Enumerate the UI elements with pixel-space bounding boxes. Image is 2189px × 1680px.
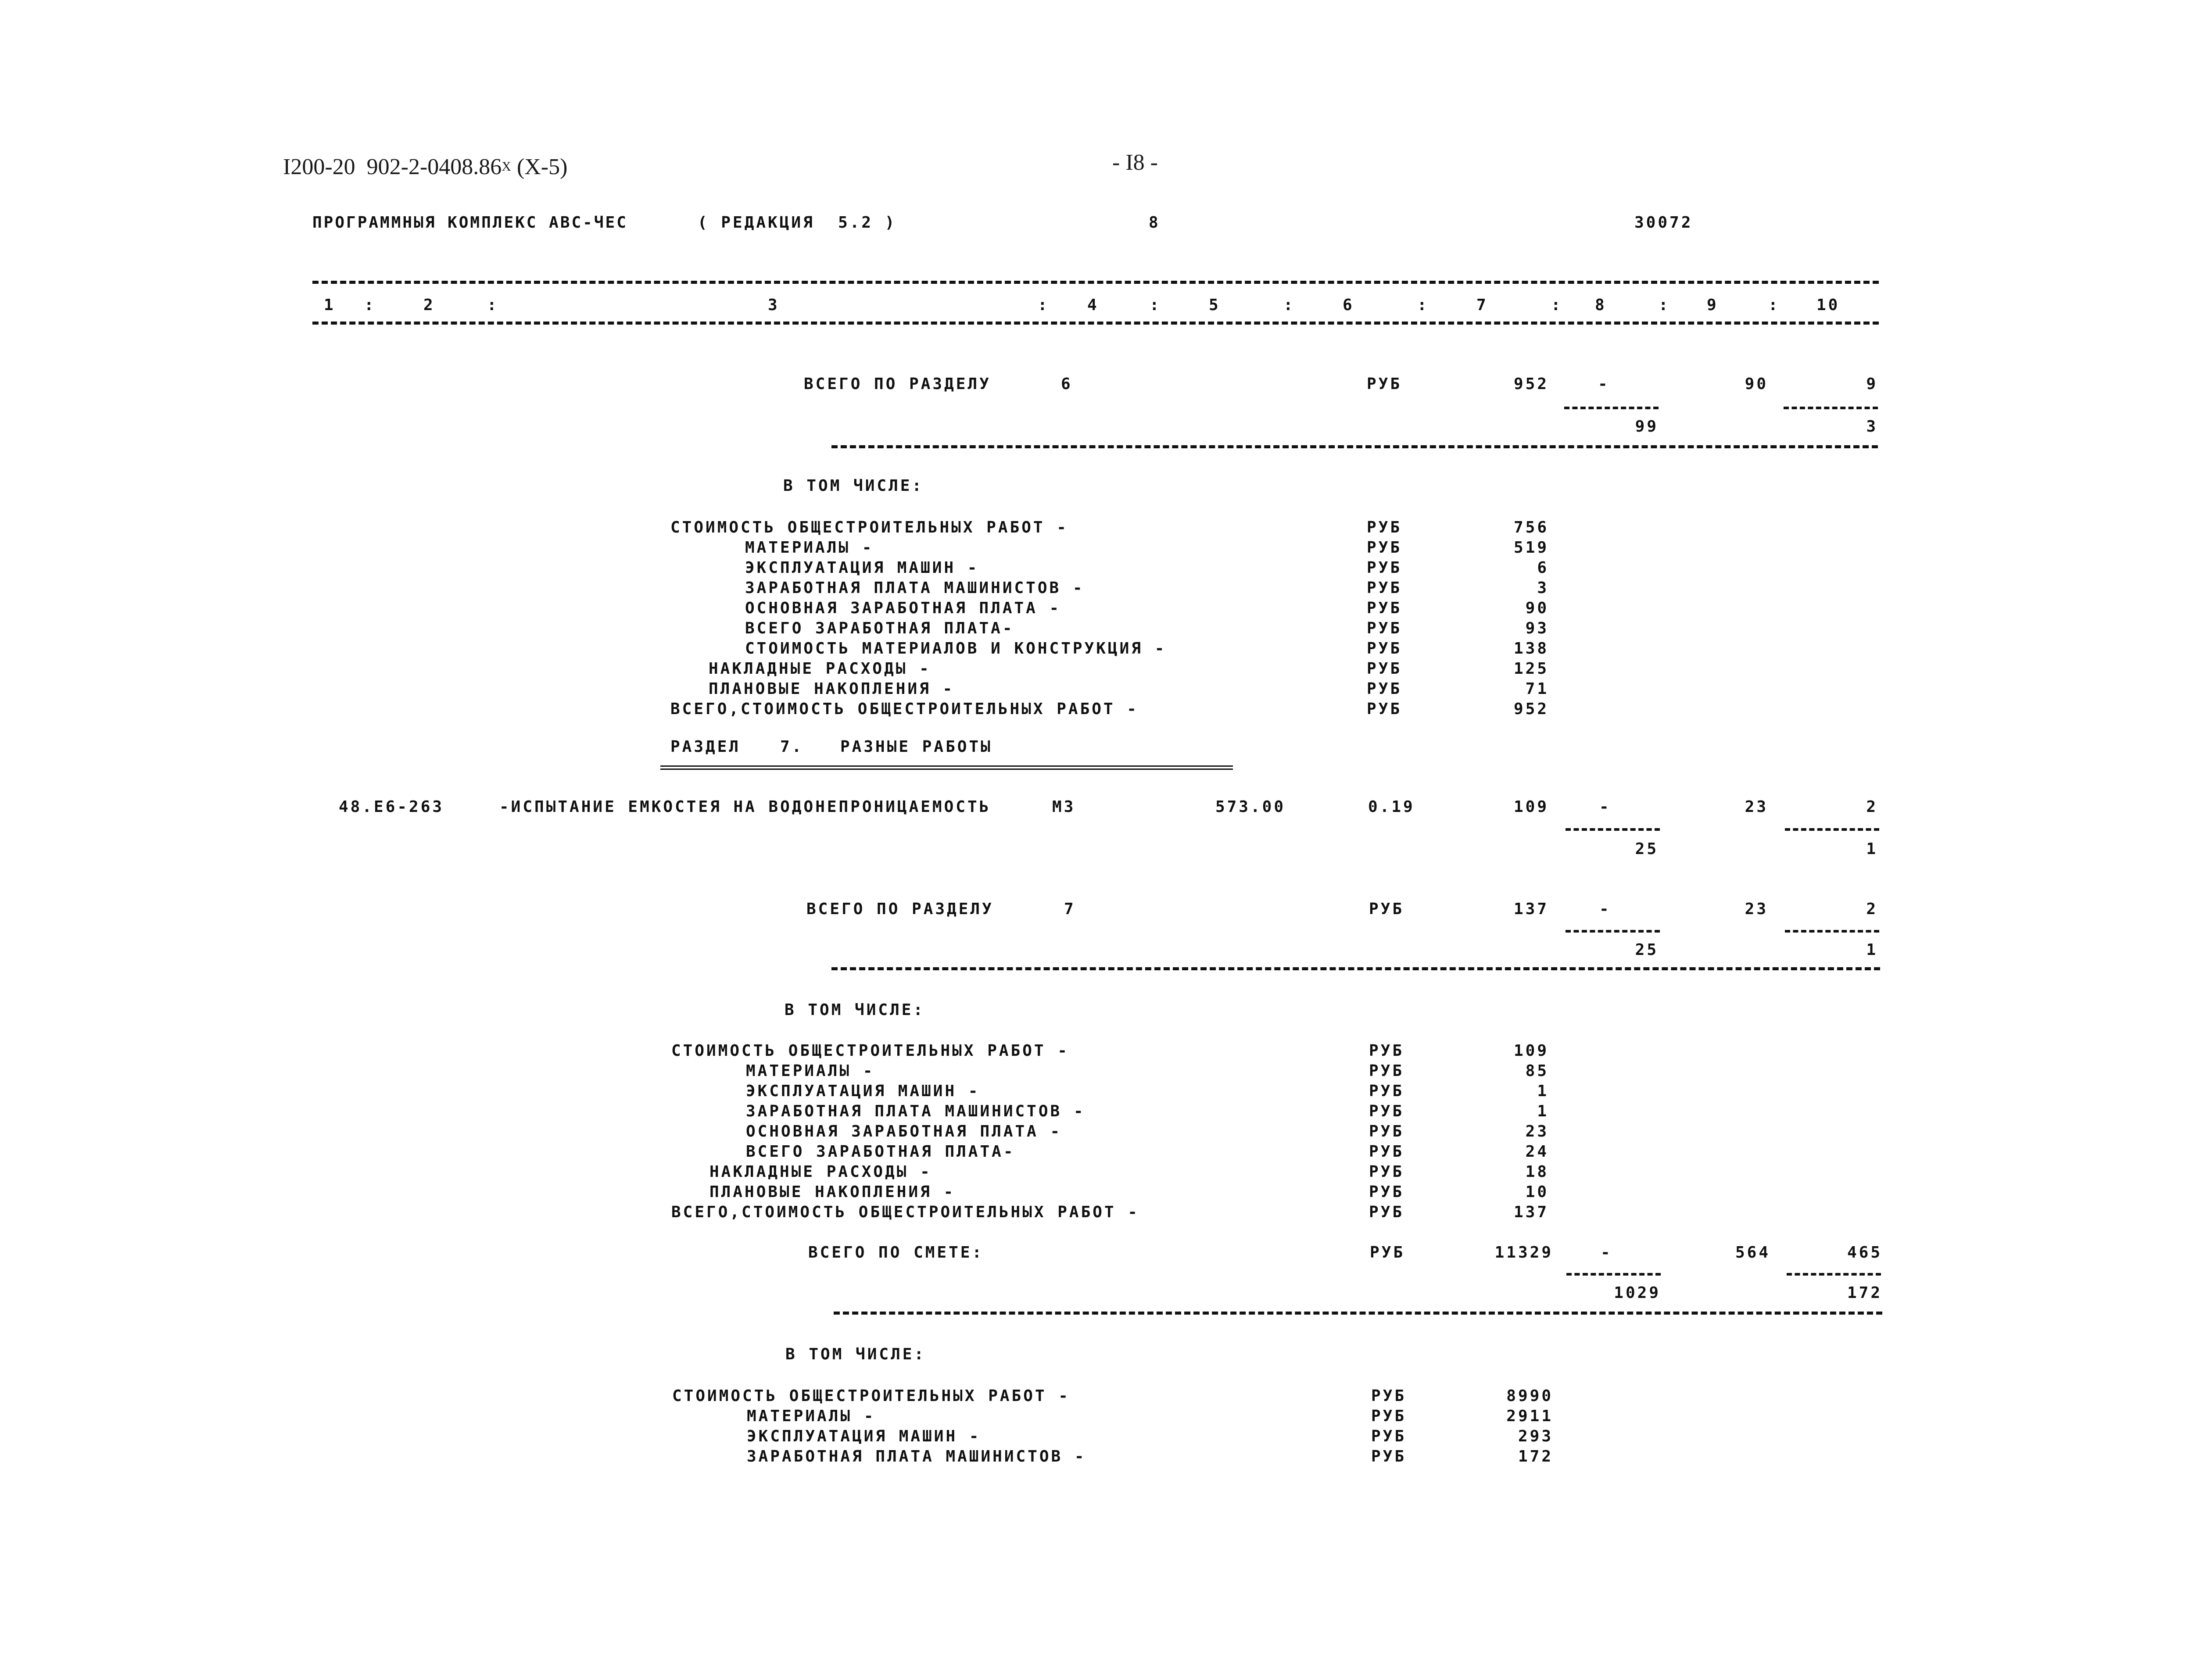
fraction-rule-c8 xyxy=(1566,930,1660,933)
breakdown7-value-0: 109 xyxy=(1513,1042,1549,1060)
breakdown6-value-5: 93 xyxy=(1525,619,1549,637)
section6-total-unit: РУБ xyxy=(1367,375,1402,393)
breakdown-est-unit-1: РУБ xyxy=(1371,1407,1407,1425)
col-8: 8 xyxy=(1595,296,1607,314)
estimate-total-c8-bottom: 1029 xyxy=(1614,1284,1661,1302)
fraction-rule-c10 xyxy=(1784,407,1878,409)
estimate-total-rule xyxy=(834,1312,1882,1315)
breakdown6-label-2: ЭКСПЛУАТАЦИЯ МАШИН - xyxy=(745,559,979,577)
breakdown6-label-1: МАТЕРИАЛЫ - xyxy=(745,539,874,557)
breakdown7-value-3: 1 xyxy=(1537,1102,1549,1120)
breakdown7-label-4: ОСНОВНАЯ ЗАРАБОТНАЯ ПЛАТА - xyxy=(746,1122,1062,1140)
breakdown7-unit-6: РУБ xyxy=(1369,1163,1404,1181)
item-c9: 23 xyxy=(1745,798,1768,816)
fraction-rule-c8 xyxy=(1566,828,1660,831)
document-reference xyxy=(283,156,567,179)
breakdown6-unit-1: РУБ xyxy=(1367,539,1402,557)
section7-total-c8-top: - xyxy=(1599,900,1611,918)
breakdown7-label-2: ЭКСПЛУАТАЦИЯ МАШИН - xyxy=(746,1082,980,1100)
breakdown6-value-8: 71 xyxy=(1525,680,1549,698)
fraction-rule-c10 xyxy=(1785,828,1879,831)
col-3: 3 xyxy=(768,296,780,314)
section7-total-num: 7 xyxy=(1064,900,1076,918)
breakdown7-unit-3: РУБ xyxy=(1369,1102,1404,1120)
breakdown6-label-9: ВСЕГО,СТОИМОСТЬ ОБЩЕСТРОИТЕЛЬНЫХ РАБОТ - xyxy=(670,700,1139,718)
breakdown6-value-7: 125 xyxy=(1513,660,1549,678)
breakdown6-unit-3: РУБ xyxy=(1367,579,1402,597)
breakdown6-unit-2: РУБ xyxy=(1367,559,1402,577)
fraction-rule-c8 xyxy=(1566,1273,1661,1276)
estimate-total-unit: РУБ xyxy=(1370,1244,1405,1262)
col-sep: : xyxy=(1283,296,1295,314)
estimate-total-c10-bottom: 172 xyxy=(1847,1284,1882,1302)
breakdown-est-unit-3: РУБ xyxy=(1371,1448,1407,1466)
breakdown6-unit-5: РУБ xyxy=(1367,619,1402,637)
section7-title-name: РАЗНЫЕ РАБОТЫ xyxy=(840,738,992,756)
breakdown6-value-2: 6 xyxy=(1537,559,1549,577)
breakdown7-unit-2: РУБ xyxy=(1369,1082,1404,1100)
section7-title-num: 7. xyxy=(780,738,804,756)
breakdown6-value-4: 90 xyxy=(1525,599,1549,617)
col-sep: : xyxy=(1417,296,1429,314)
doc-ref-superscript: X xyxy=(502,159,511,174)
item-c8-bottom: 25 xyxy=(1635,840,1659,858)
breakdown-est-value-3: 172 xyxy=(1518,1448,1553,1466)
col-6: 6 xyxy=(1343,296,1354,314)
item-c7: 109 xyxy=(1513,798,1549,816)
breakdown-est-label-0: СТОИМОСТЬ ОБЩЕСТРОИТЕЛЬНЫХ РАБОТ - xyxy=(672,1387,1070,1405)
section6-total-c8-top: - xyxy=(1598,375,1610,393)
item-price: 573.00 xyxy=(1215,798,1286,816)
section7-total-c10-bottom: 1 xyxy=(1866,941,1878,959)
breakdown6-label-3: ЗАРАБОТНАЯ ПЛАТА МАШИНИСТОВ - xyxy=(745,579,1085,597)
section6-total-c10-bottom: 3 xyxy=(1866,418,1878,436)
breakdown6-label-5: ВСЕГО ЗАРАБОТНАЯ ПЛАТА- xyxy=(745,619,1014,637)
breakdown6-value-0: 756 xyxy=(1513,518,1549,536)
section7-total-c7: 137 xyxy=(1513,900,1549,918)
col-2: 2 xyxy=(423,296,435,314)
breakdown7-label-5: ВСЕГО ЗАРАБОТНАЯ ПЛАТА- xyxy=(746,1143,1015,1161)
breakdown6-label-4: ОСНОВНАЯ ЗАРАБОТНАЯ ПЛАТА - xyxy=(745,599,1061,617)
fraction-rule-c10 xyxy=(1787,1273,1881,1276)
breakdown6-label-7: НАКЛАДНЫЕ РАСХОДЫ - xyxy=(709,660,931,678)
col-sep: : xyxy=(1768,296,1780,314)
section7-total-c8-bottom: 25 xyxy=(1635,941,1659,959)
col-sep: : xyxy=(1150,296,1161,314)
breakdown7-value-7: 10 xyxy=(1525,1183,1549,1201)
col-1: 1 xyxy=(324,296,336,314)
estimate-total-c8-top: - xyxy=(1601,1244,1612,1262)
item-name: -ИСПЫТАНИЕ ЕМКОСТЕЯ НА ВОДОНЕПРОНИЦАЕМОСТЬ xyxy=(499,798,991,816)
breakdown7-unit-0: РУБ xyxy=(1369,1042,1404,1060)
page-number: - I8 - xyxy=(1112,150,1158,175)
breakdown6-value-1: 519 xyxy=(1513,539,1549,557)
section7-title-word: РАЗДЕЛ xyxy=(670,738,741,756)
section7-total-unit: РУБ xyxy=(1369,900,1404,918)
item-qty: 0.19 xyxy=(1368,798,1415,816)
item-code: 48.Е6-263 xyxy=(339,798,444,816)
breakdown7-unit-1: РУБ xyxy=(1369,1062,1404,1080)
including-label: В ТОМ ЧИСЛЕ: xyxy=(783,477,924,495)
breakdown7-unit-4: РУБ xyxy=(1369,1122,1404,1140)
doc-ref-tail: (X-5) xyxy=(511,154,568,179)
breakdown-est-label-1: МАТЕРИАЛЫ - xyxy=(747,1407,876,1425)
item-c8-top: - xyxy=(1599,798,1611,816)
section7-title-underline xyxy=(660,765,1233,770)
section6-total-rule xyxy=(831,445,1878,448)
header-rule-bottom xyxy=(312,322,1879,325)
breakdown6-value-6: 138 xyxy=(1513,640,1549,658)
program-name: ПРОГРАММНЫЯ КОМПЛЕКС АВС-ЧЕС xyxy=(312,214,628,232)
breakdown6-unit-8: РУБ xyxy=(1367,680,1402,698)
col-sep: : xyxy=(487,296,499,314)
breakdown7-unit-7: РУБ xyxy=(1369,1183,1404,1201)
breakdown-est-label-2: ЭКСПЛУАТАЦИЯ МАШИН - xyxy=(747,1427,981,1445)
breakdown7-label-6: НАКЛАДНЫЕ РАСХОДЫ - xyxy=(709,1163,932,1181)
estimate-total-c10-top: 465 xyxy=(1847,1244,1882,1262)
breakdown6-value-3: 3 xyxy=(1537,579,1549,597)
breakdown7-label-7: ПЛАНОВЫЕ НАКОПЛЕНИЯ - xyxy=(709,1183,956,1201)
breakdown6-unit-9: РУБ xyxy=(1367,700,1402,718)
section7-total-c9: 23 xyxy=(1745,900,1768,918)
breakdown6-unit-6: РУБ xyxy=(1367,640,1402,658)
col-4: 4 xyxy=(1087,296,1099,314)
col-10: 10 xyxy=(1816,296,1840,314)
item-unit: М3 xyxy=(1052,798,1076,816)
sheet-number: 8 xyxy=(1149,214,1161,232)
item-c10-top: 2 xyxy=(1866,798,1878,816)
breakdown6-unit-7: РУБ xyxy=(1367,660,1402,678)
including-label: В ТОМ ЧИСЛЕ: xyxy=(785,1345,926,1363)
document-code: 30072 xyxy=(1634,214,1693,232)
breakdown6-unit-0: РУБ xyxy=(1367,518,1402,536)
breakdown-est-value-1: 2911 xyxy=(1506,1407,1553,1425)
breakdown7-label-8: ВСЕГО,СТОИМОСТЬ ОБЩЕСТРОИТЕЛЬНЫХ РАБОТ - xyxy=(671,1203,1139,1221)
section7-total-rule xyxy=(831,967,1880,970)
breakdown6-label-8: ПЛАНОВЫЕ НАКОПЛЕНИЯ - xyxy=(709,680,955,698)
breakdown-est-label-3: ЗАРАБОТНАЯ ПЛАТА МАШИНИСТОВ - xyxy=(747,1448,1086,1466)
col-7: 7 xyxy=(1476,296,1488,314)
doc-ref-text: I200-20 902-2-0408.86 xyxy=(283,154,502,179)
section6-total-num: 6 xyxy=(1061,375,1073,393)
breakdown6-label-6: СТОИМОСТЬ МАТЕРИАЛОВ И КОНСТРУКЦИЯ - xyxy=(745,640,1167,658)
col-5: 5 xyxy=(1209,296,1221,314)
estimate-total-c9: 564 xyxy=(1735,1244,1770,1262)
col-9: 9 xyxy=(1707,296,1719,314)
breakdown-est-value-2: 293 xyxy=(1518,1427,1553,1445)
breakdown6-label-0: СТОИМОСТЬ ОБЩЕСТРОИТЕЛЬНЫХ РАБОТ - xyxy=(670,518,1068,536)
col-sep: : xyxy=(1038,296,1050,314)
breakdown7-label-0: СТОИМОСТЬ ОБЩЕСТРОИТЕЛЬНЫХ РАБОТ - xyxy=(671,1042,1069,1060)
section7-total-c10-top: 2 xyxy=(1866,900,1878,918)
breakdown6-value-9: 952 xyxy=(1513,700,1549,718)
estimate-total-c7: 11329 xyxy=(1494,1244,1553,1262)
breakdown7-value-2: 1 xyxy=(1537,1082,1549,1100)
item-c10-bottom: 1 xyxy=(1866,840,1878,858)
breakdown7-label-3: ЗАРАБОТНАЯ ПЛАТА МАШИНИСТОВ - xyxy=(746,1102,1086,1120)
section6-total-label: ВСЕГО ПО РАЗДЕЛУ xyxy=(804,375,991,393)
including-label: В ТОМ ЧИСЛЕ: xyxy=(785,1001,925,1019)
breakdown7-value-5: 24 xyxy=(1525,1143,1549,1161)
section6-total-c9: 90 xyxy=(1745,375,1768,393)
program-edition: ( РЕДАКЦИЯ 5.2 ) xyxy=(698,214,897,232)
breakdown7-unit-8: РУБ xyxy=(1369,1203,1404,1221)
estimate-total-label: ВСЕГО ПО СМЕТЕ: xyxy=(808,1244,984,1262)
breakdown6-unit-4: РУБ xyxy=(1367,599,1402,617)
breakdown7-value-6: 18 xyxy=(1525,1163,1549,1181)
breakdown-est-unit-0: РУБ xyxy=(1371,1387,1407,1405)
fraction-rule-c8 xyxy=(1564,407,1659,409)
section7-total-label: ВСЕГО ПО РАЗДЕЛУ xyxy=(806,900,994,918)
col-sep: : xyxy=(1659,296,1670,314)
breakdown7-unit-5: РУБ xyxy=(1369,1143,1404,1161)
col-sep: : xyxy=(364,296,376,314)
section6-total-c10-top: 9 xyxy=(1866,375,1878,393)
breakdown-est-value-0: 8990 xyxy=(1506,1387,1553,1405)
breakdown7-label-1: МАТЕРИАЛЫ - xyxy=(746,1062,875,1080)
breakdown-est-unit-2: РУБ xyxy=(1371,1427,1407,1445)
breakdown7-value-4: 23 xyxy=(1525,1122,1549,1140)
col-sep: : xyxy=(1551,296,1563,314)
breakdown7-value-1: 85 xyxy=(1525,1062,1549,1080)
breakdown7-value-8: 137 xyxy=(1513,1203,1549,1221)
header-rule-top xyxy=(312,281,1879,284)
fraction-rule-c10 xyxy=(1785,930,1879,933)
section6-total-c8-bottom: 99 xyxy=(1635,418,1659,436)
section6-total-c7: 952 xyxy=(1513,375,1549,393)
